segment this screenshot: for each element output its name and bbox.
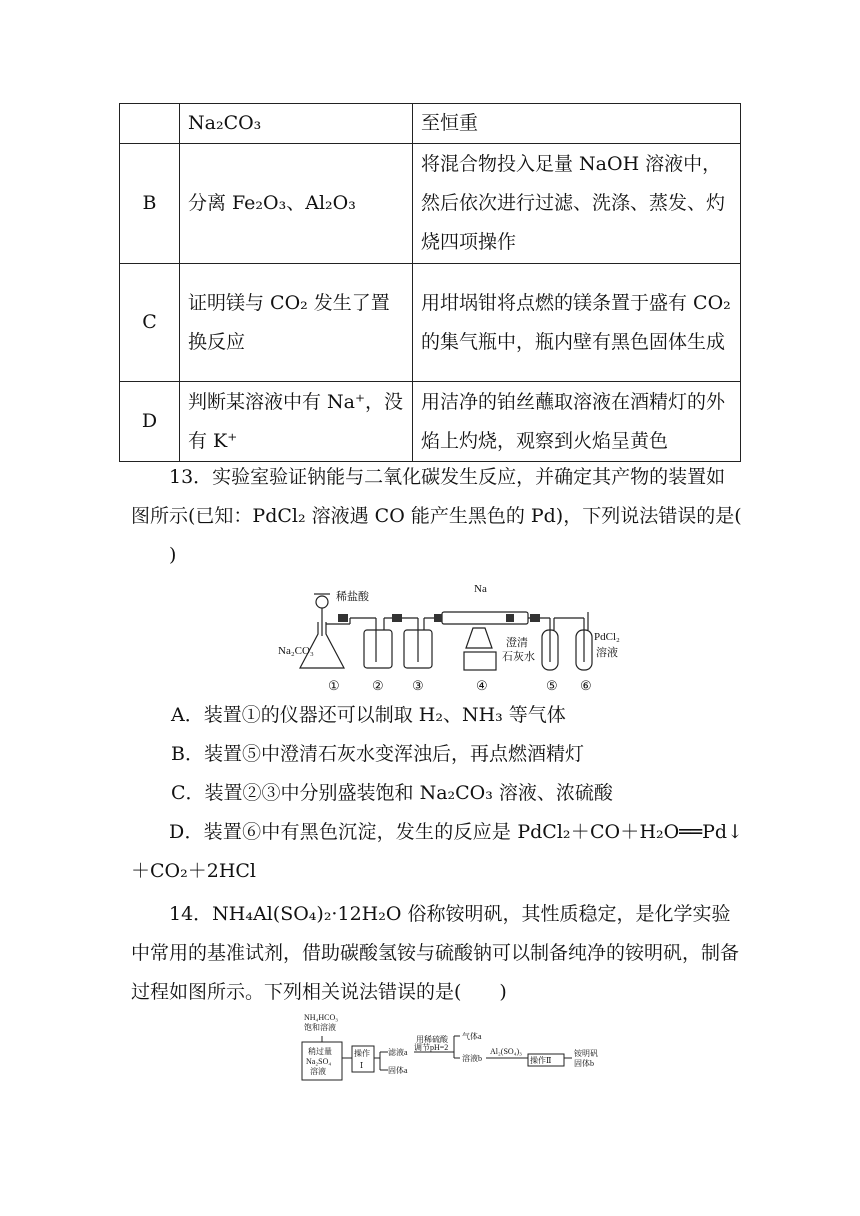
row-goal: Na₂CO₃ [180, 104, 413, 144]
flow-product-1: 铵明矾 [574, 1049, 598, 1058]
option-13-c[interactable]: C．装置②③中分别盛装饱和 Na₂CO₃ 溶液、浓硫酸 [171, 782, 613, 804]
reaction-tube [442, 612, 528, 624]
flow-reagent-al: Al₂(SO₄)₃ [490, 1047, 522, 1056]
table-row [120, 104, 741, 144]
row-goal: 判断某溶液中有 Na⁺，没有 K⁺ [180, 382, 413, 462]
option-13-d[interactable]: D．装置⑥中有黑色沉淀，发生的反应是 PdCl₂＋CO＋H₂O══Pd↓＋CO₂＋2HCl [131, 821, 743, 882]
row-label: B [120, 144, 180, 264]
label-na: Na [474, 583, 487, 595]
flow-top-reagent-2: 饱和溶液 [304, 1023, 336, 1032]
table-row [120, 144, 741, 264]
label-pdcl2-2: 溶液 [596, 647, 618, 659]
row-method: 用坩埚钳将点燃的镁条置于盛有 CO₂ 的集气瓶中，瓶内壁有黑色固体生成 [413, 264, 741, 382]
apparatus-number: ⑥ [580, 678, 592, 693]
row-goal: 证明镁与 CO₂ 发生了置换反应 [180, 264, 413, 382]
flow-acid-2: 调节pH=2 [414, 1043, 449, 1052]
label-limewater-2: 石灰水 [502, 651, 535, 663]
question-14-stem [131, 895, 743, 1012]
row-method: 将混合物投入足量 NaOH 溶液中，然后依次进行过滤、洗涤、蒸发、灼烧四项操作 [413, 144, 741, 264]
stand-block [464, 652, 496, 670]
option-13-a[interactable]: A．装置①的仪器还可以制取 H₂、NH₃ 等气体 [171, 704, 566, 726]
question-14 [131, 895, 743, 1012]
flow-solid-a: 固体a [388, 1066, 408, 1075]
question-13-options [131, 696, 743, 891]
apparatus-number: ⑤ [546, 678, 558, 693]
question-13-stem [131, 458, 743, 575]
table-row [120, 382, 741, 462]
apparatus-number: ③ [412, 678, 424, 693]
label-pdcl2-1: PdCl₂ [594, 631, 620, 643]
flow-product-2: 固体b [574, 1059, 594, 1068]
table-row [120, 264, 741, 382]
flow-acid-1: 用稀硫酸 [416, 1035, 448, 1044]
apparatus-number: ④ [476, 678, 488, 693]
question-13 [131, 458, 743, 575]
bottle-2 [364, 630, 392, 668]
row-label [120, 104, 180, 144]
flow-gas-a: 气体a [462, 1032, 482, 1041]
flow-op1-2: Ⅰ [360, 1061, 364, 1070]
flow-top-reagent-1: NH₄HCO₃ [304, 1013, 339, 1022]
apparatus-number: ② [372, 678, 384, 693]
row-method: 至恒重 [413, 104, 741, 144]
question-14-stem-text: 14．NH₄Al(SO₄)₂·12H₂O 俗称铵明矾，其性质稳定，是化学实验中常用的基准试剂，借助碳酸氢铵与硫酸钠可以制备纯净的铵明矾，制备过程如图所示。下列相关说法错误的是( [131, 903, 740, 1003]
apparatus-figure [278, 578, 628, 696]
row-method: 用洁净的铂丝蘸取溶液在酒精灯的外焰上灼烧，观察到火焰呈黄色 [413, 382, 741, 462]
row-label: C [120, 264, 180, 382]
flow-start-2: Na₂SO₄ [306, 1057, 332, 1066]
flow-op2: 操作Ⅱ [530, 1056, 552, 1065]
label-na2co3: Na₂CO₃ [278, 645, 314, 657]
flow-solution-b: 溶液b [462, 1054, 482, 1063]
row-goal: 分离 Fe₂O₃、Al₂O₃ [180, 144, 413, 264]
options-table [119, 103, 741, 462]
label-limewater-1: 澄清 [506, 637, 528, 649]
question-14-stem-end: ) [499, 981, 507, 1003]
alcohol-lamp [466, 628, 492, 648]
question-13-stem-text: 13．实验室验证钠能与二氧化碳发生反应，并确定其产物的装置如图所示(已知：PdCl₂ 溶液遇 CO 能产生黑色的 Pd)，下列说法错误的是( [131, 466, 742, 527]
row-label: D [120, 382, 180, 462]
flow-start-1: 稍过量 [308, 1047, 332, 1056]
flow-start-3: 溶液 [310, 1067, 326, 1076]
flow-chart [296, 1012, 626, 1082]
separatory-funnel [316, 596, 328, 608]
label-acid: 稀盐酸 [336, 591, 369, 603]
option-13-b[interactable]: B．装置⑤中澄清石灰水变浑浊后，再点燃酒精灯 [171, 743, 584, 765]
flow-filtrate-a: 滤液a [388, 1048, 408, 1057]
apparatus-number: ① [328, 678, 340, 693]
question-13-stem-end: ) [169, 544, 177, 566]
flow-op1-1: 操作 [354, 1049, 370, 1058]
